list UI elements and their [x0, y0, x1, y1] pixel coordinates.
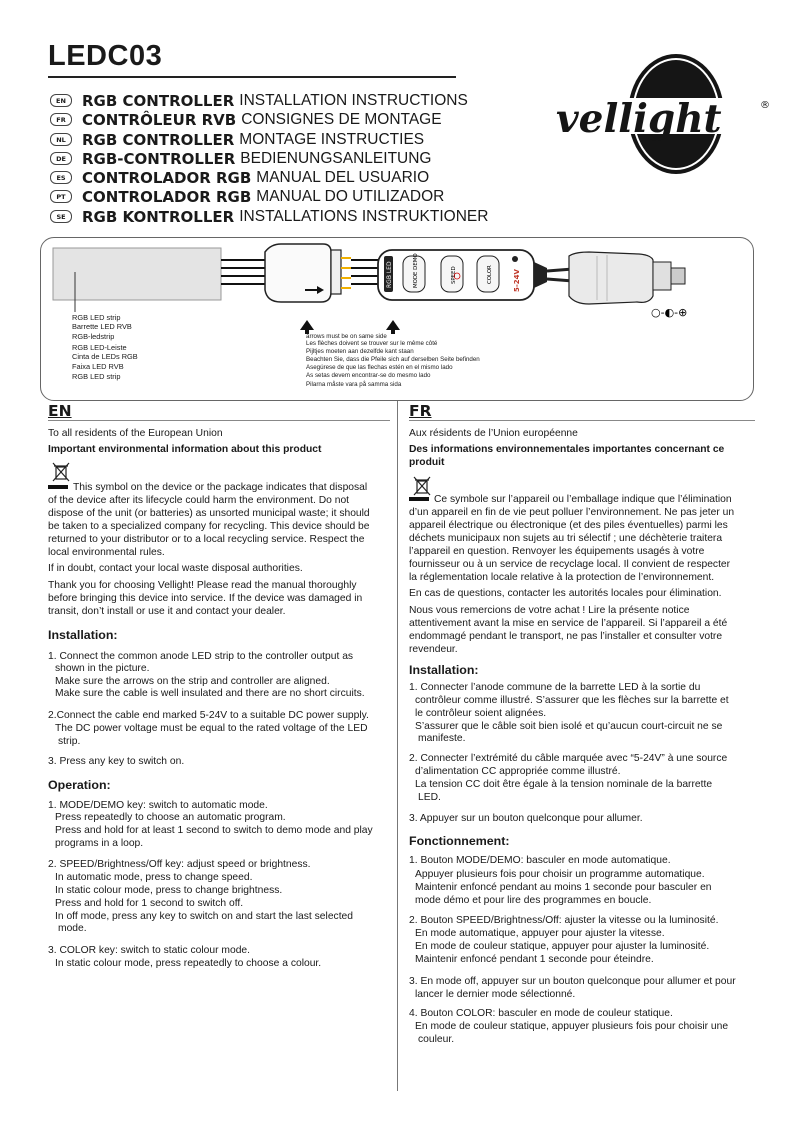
lang-product: CONTRÔLEUR RVB	[82, 110, 237, 129]
fr-op-4c: couleur.	[418, 1034, 455, 1045]
fr-intro: Aux résidents de l’Union européenne	[409, 428, 578, 439]
fr-install-2b: d’alimentation CC appropriée comme illustré.	[415, 766, 621, 777]
en-op-1d: programs in a loop.	[55, 838, 144, 849]
fr-install-1d: S’assurer que le câble soit bien isolé et qu’aucun court-circuit ne se	[415, 721, 723, 732]
lang-badge: NL	[50, 133, 72, 146]
title-rule	[48, 76, 456, 78]
lang-doc-type: INSTALLATIONS INSTRUKTIONER	[239, 207, 489, 225]
en-installation-heading: Installation:	[48, 628, 118, 642]
lang-badge: PT	[50, 190, 72, 203]
fr-disposal-7: la réglementation locale relative à la protection de l’environnement.	[409, 572, 715, 583]
fr-disposal-3: appareil électrique ou électronique (et des piles éventuelles) parmi les	[409, 520, 728, 531]
en-op-1a: 1. MODE/DEMO key: switch to automatic mode.	[48, 800, 268, 811]
en-disposal-3: dispose of the unit (or batteries) as unsorted municipal waste; it should	[48, 508, 370, 519]
en-install-1c: Make sure the arrows on the strip and controller are aligned.	[55, 676, 330, 687]
fr-install-1a: 1. Connecter l’anode commune de la barrette LED à la sortie du	[409, 682, 701, 693]
fr-disposal-4: déchets municipaux non sujets au tri sélectif ; une déchèterie traitera	[409, 533, 723, 544]
fr-disposal-1	[409, 494, 732, 507]
fr-op-1a: 1. Bouton MODE/DEMO: basculer en mode automatique.	[409, 855, 671, 866]
lang-product: CONTROLADOR RGB	[82, 168, 252, 187]
fr-installation-heading: Installation:	[409, 663, 479, 677]
en-thanks-2: before bringing this device into service. If the device was damaged in	[48, 593, 363, 604]
fr-op-4a: 4. Bouton COLOR: basculer en mode de couleur statique.	[409, 1008, 673, 1019]
en-thanks-1: Thank you for choosing Vellight! Please read the manual thoroughly	[48, 580, 357, 591]
lang-badge: SE	[50, 210, 72, 223]
en-op-2a: 2. SPEED/Brightness/Off key: adjust speed or brightness.	[48, 859, 311, 870]
fr-heading-rule	[409, 420, 755, 421]
document-title: LEDC03	[48, 40, 163, 72]
en-op-2d: Press and hold for 1 second to switch off.	[55, 898, 244, 909]
fr-install-1c: le contrôleur soient alignées.	[415, 708, 547, 719]
en-disposal-1-text: This symbol on the device or the package indicates that disposal	[73, 482, 368, 493]
lang-product: RGB CONTROLLER	[82, 130, 235, 149]
en-install-1d: Make sure the cable is well insulated and there are no short circuits.	[55, 688, 365, 699]
fr-thanks-4: revendeur.	[409, 644, 458, 655]
fr-op-2c: En mode de couleur statique, appuyer pour ajuster la luminosité.	[415, 941, 710, 952]
lang-product: RGB-CONTROLLER	[82, 149, 236, 168]
strip-label-en: RGB LED strip	[72, 313, 121, 322]
en-install-1b: shown in the picture.	[55, 663, 150, 674]
lang-product: RGB CONTROLLER	[82, 91, 235, 110]
en-disposal-1	[48, 482, 367, 495]
fr-op-1b: Appuyer plusieurs fois pour choisir un programme automatique.	[415, 869, 705, 880]
strip-label-nl: RGB-ledstrip	[72, 332, 115, 341]
fr-intro-bold-2: produit	[409, 457, 445, 468]
fr-install-2d: LED.	[418, 792, 441, 803]
fr-thanks-2: attentivement avant la mise en service de l’appareil. Si l’appareil a été	[409, 618, 728, 629]
fr-disposal-2: d’un appareil en fin de vie peut polluer l’environnement. Ne pas jeter un	[409, 507, 735, 518]
fr-op-2b: En mode automatique, appuyer pour ajuster la vitesse.	[415, 928, 665, 939]
lang-product: CONTROLADOR RGB	[82, 187, 252, 206]
arrow-note-nl: Pijltjes moeten aan dezelfde kant staan	[306, 348, 414, 355]
en-disposal-6: local environmental rules.	[48, 547, 165, 558]
info-dot	[512, 256, 518, 262]
en-intro-bold: Important environmental information about this product	[48, 444, 322, 455]
en-op-2f: mode.	[58, 923, 87, 934]
logo-wordmark: vellight	[556, 96, 722, 142]
dc-plug	[569, 252, 653, 304]
language-line-fr	[50, 110, 442, 129]
fr-install-1b: contrôleur comme illustré. S’assurer que les flèches sur la barrette et	[415, 695, 729, 706]
en-install-2a: 2.Connect the cable end marked 5-24V to a suitable DC power supply.	[48, 710, 369, 721]
weee-bin-icon	[50, 460, 72, 482]
arrow-note-fr: Les flèches doivent se trouver sur le même côté	[306, 340, 438, 347]
en-install-1a: 1. Connect the common anode LED strip to the controller output as	[48, 651, 354, 662]
en-heading: EN	[48, 402, 72, 420]
en-install-2b: The DC power voltage must be equal to the rated voltage of the LED	[55, 723, 368, 734]
lang-doc-type: INSTALLATION INSTRUCTIONS	[239, 91, 468, 109]
en-op-2e: In off mode, press any key to switch on and start the last selected	[55, 911, 354, 922]
fr-operation-heading: Fonctionnement:	[409, 834, 510, 848]
en-op-3b: In static colour mode, press repeatedly to choose a colour.	[55, 958, 322, 969]
strip-label-pt: Faixa LED RVB	[72, 362, 124, 371]
fr-heading: FR	[409, 402, 432, 420]
lang-doc-type: CONSIGNES DE MONTAGE	[241, 110, 442, 128]
connector-plug	[265, 244, 331, 302]
weee-bar-icon	[409, 497, 429, 501]
fr-disposal-5: l’appareil en question. Renvoyer les équipements usagés à votre	[409, 546, 705, 557]
strip-label-es: Cinta de LEDs RGB	[72, 352, 138, 361]
fr-op-1c: Maintenir enfoncé pendant au moins 1 seconde pour basculer en	[415, 882, 712, 893]
language-line-nl	[50, 130, 424, 149]
arrow-note-pt: As setas devem encontrar-se do mesmo lado	[306, 372, 431, 379]
strip-label-de: RGB LED-Leiste	[72, 343, 127, 352]
weee-bin-icon	[411, 474, 433, 496]
dc-plug-tip	[653, 262, 671, 290]
lang-badge: DE	[50, 152, 72, 165]
fr-disposal-6: fournisseur ou à un service de recyclage local. Il convient de respecter	[409, 559, 731, 570]
strip-label-se: RGB LED strip	[72, 372, 121, 381]
strip-label-fr: Barrette LED RVB	[72, 322, 132, 331]
en-op-3a: 3. COLOR key: switch to static colour mode.	[48, 945, 251, 956]
lang-doc-type: MANUAL DEL USUARIO	[256, 168, 430, 186]
fr-op-2a: 2. Bouton SPEED/Brightness/Off: ajuster la vitesse ou la luminosité.	[409, 915, 719, 926]
arrow-note-de: Beachten Sie, dass die Pfeile sich auf derselben Seite befinden	[306, 356, 480, 363]
fr-op-2d: Maintenir enfoncé pendant 1 seconde pour éteindre.	[415, 954, 654, 965]
arrow-note-es: Asegúrese de que las flechas estén en el mismo lado	[306, 364, 453, 371]
en-op-2b: In automatic mode, press to change speed.	[55, 872, 253, 883]
en-op-1c: Press and hold for at least 1 second to switch to demo mode and play	[55, 825, 373, 836]
en-thanks-3: transit, don’t install or use it and contact your dealer.	[48, 606, 286, 617]
fr-op-3a: 3. En mode off, appuyer sur un bouton quelconque pour allumer et pour	[409, 976, 736, 987]
fr-install-3: 3. Appuyer sur un bouton quelconque pour allumer.	[409, 813, 643, 824]
controller-tag: RGB LED	[386, 261, 393, 288]
arrow-note-en: arrows must be on same side	[306, 333, 387, 340]
polarity-symbol: ○-◐-⊕	[651, 306, 688, 319]
en-op-1b: Press repeatedly to choose an automatic program.	[55, 812, 286, 823]
fr-install-2c: La tension CC doit être égale à la tension nominale de la barrette	[415, 779, 713, 790]
voltage-label: 5-24V	[513, 269, 521, 292]
language-line-de	[50, 149, 431, 168]
lang-doc-type: BEDIENUNGSANLEITUNG	[240, 149, 432, 167]
fr-op-4b: En mode de couleur statique, appuyer plusieurs fois pour choisir une	[415, 1021, 729, 1032]
arrow-note-se: Pilarna måste vara på samma sida	[306, 381, 402, 388]
connector-socket	[331, 250, 341, 294]
fr-thanks-3: endommagé pendant le transport, ne pas l’installer et consulter votre	[409, 631, 723, 642]
color-label: COLOR	[487, 265, 493, 284]
led-strip-image	[53, 248, 221, 300]
en-op-2c: In static colour mode, press to change brightness.	[55, 885, 283, 896]
lang-badge: EN	[50, 94, 72, 107]
en-heading-rule	[48, 420, 390, 421]
column-divider	[397, 401, 398, 1091]
lang-badge: FR	[50, 113, 72, 126]
cable-strain-relief	[534, 262, 547, 288]
fr-doubt: En cas de questions, contacter les autorités locales pour élimination.	[409, 588, 722, 599]
weee-bar-icon	[48, 485, 68, 489]
fr-install-2a: 2. Connecter l’extrémité du câble marquée avec “5-24V” à une source	[409, 753, 728, 764]
registered-mark: ®	[760, 100, 770, 111]
fr-thanks-1: Nous vous remercions de votre achat ! Lire la présente notice	[409, 605, 690, 616]
mode-demo-label: MODE DEMO	[413, 253, 419, 288]
fr-op-1d: mode démo et pour lire des programmes en boucle.	[415, 895, 652, 906]
en-operation-heading: Operation:	[48, 778, 111, 792]
en-disposal-4: be taken to a specialized company for recycling. This device should be	[48, 521, 370, 532]
language-line-en	[50, 91, 468, 110]
speed-label: SPEED	[451, 266, 457, 284]
vellight-logo	[548, 50, 780, 178]
language-line-pt	[50, 187, 444, 206]
language-line-es	[50, 168, 429, 187]
fr-install-1e: manifeste.	[418, 733, 466, 744]
lang-doc-type: MONTAGE INSTRUCTIES	[239, 130, 425, 148]
en-install-3: 3. Press any key to switch on.	[48, 756, 185, 767]
fr-intro-bold-1: Des informations environnementales importantes concernant ce	[409, 444, 725, 455]
en-disposal-5: returned to your distributor or to a local recycling service. Respect the	[48, 534, 365, 545]
en-intro: To all residents of the European Union	[48, 428, 223, 439]
fr-op-3b: lancer le dernier mode sélectionné.	[415, 989, 576, 1000]
en-install-2c: strip.	[58, 736, 81, 747]
en-doubt: If in doubt, contact your local waste disposal authorities.	[48, 563, 303, 574]
lang-doc-type: MANUAL DO UTILIZADOR	[256, 187, 445, 205]
lang-badge: ES	[50, 171, 72, 184]
en-disposal-2: of the device after its lifecycle could harm the environment. Do not	[48, 495, 350, 506]
lang-product: RGB KONTROLLER	[82, 207, 235, 226]
fr-disposal-1-text: Ce symbole sur l’appareil ou l’emballage indique que l’élimination	[434, 494, 732, 505]
language-line-se	[50, 207, 488, 226]
